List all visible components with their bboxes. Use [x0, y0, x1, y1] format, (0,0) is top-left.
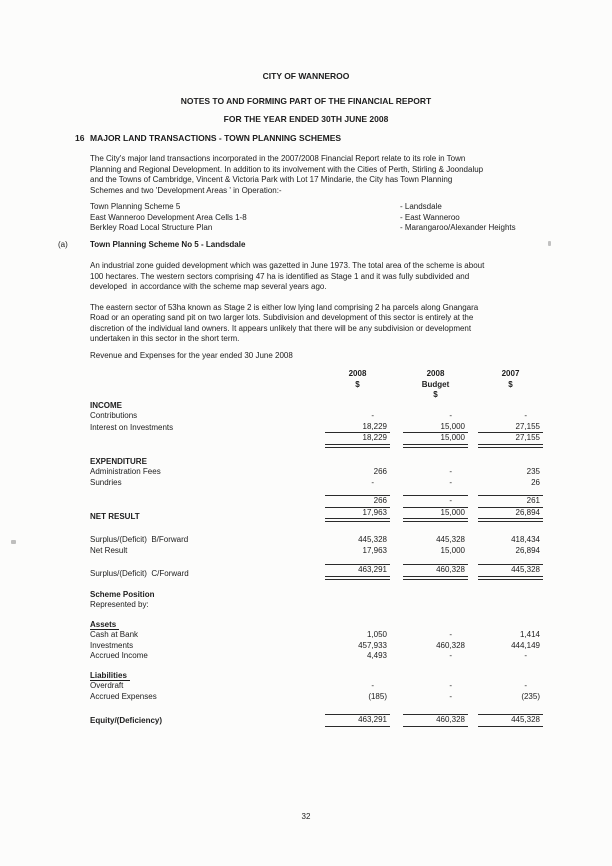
- scheme-row: [90, 213, 612, 224]
- row-label: Accrued Expenses: [90, 691, 157, 701]
- cell-2008: 266: [325, 495, 390, 508]
- row-label: Interest on Investments: [90, 422, 174, 432]
- cell-2008: 4,493: [366, 651, 387, 660]
- cell-2008: 445,328: [358, 535, 387, 544]
- cell-2007: 444,149: [511, 640, 540, 650]
- row-label: Overdraft: [90, 681, 124, 690]
- scheme-row: [90, 202, 612, 213]
- cell-budget: 15,000: [440, 545, 465, 555]
- cell-2007: 26,894: [515, 545, 540, 555]
- row-label: Contributions: [90, 411, 138, 420]
- scheme-name: East Wanneroo Development Area Cells 1-8: [90, 212, 247, 222]
- table-row-surplus-bforward: [90, 535, 612, 546]
- row-label: Accrued Income: [90, 651, 148, 660]
- scheme-location: - Marangaroo/Alexander Heights: [400, 223, 516, 232]
- section-number: 16: [75, 132, 85, 143]
- cell-budget: -: [449, 477, 452, 487]
- cell-2008: 18,229: [325, 422, 390, 434]
- paragraph-line: Road or an operating sand pit on two larger lots. Subdivision and development of this sector is entirely at the: [90, 313, 474, 322]
- table-caption: Revenue and Expenses for the year ended 30 June 2008: [90, 350, 293, 360]
- table-row-equity: [90, 714, 612, 727]
- cell-budget: 460,328: [403, 714, 468, 727]
- column-header-2008-budget: 2008 Budget $: [421, 369, 450, 399]
- cell-2007: -: [524, 411, 527, 420]
- cell-2008: 17,963: [362, 545, 387, 555]
- page-number: 32: [301, 812, 311, 821]
- scan-artifact-dot: [11, 540, 16, 544]
- table-row-income-total: [90, 433, 612, 448]
- cell-2008: 1,050: [366, 630, 387, 639]
- cell-budget: -: [449, 630, 452, 639]
- cell-2007: 418,434: [511, 535, 540, 544]
- cell-budget: 15,000: [403, 433, 468, 448]
- row-label: Net Result: [90, 545, 128, 555]
- cell-2008: 463,291: [325, 564, 390, 580]
- row-label: EXPENDITURE: [90, 456, 147, 466]
- cell-2007: 26: [531, 477, 540, 487]
- column-header-2008: 2008 $: [348, 369, 367, 389]
- doc-org-title: CITY OF WANNEROO: [262, 71, 350, 81]
- row-label: Equity/(Deficiency): [90, 716, 163, 725]
- table-row-income-header: [90, 401, 612, 412]
- subsection-paragraph-2: [90, 303, 612, 345]
- cell-budget: 15,000: [403, 422, 468, 434]
- cell-budget: 460,328: [436, 640, 465, 650]
- table-row-interest: [90, 422, 612, 434]
- cell-2007: 445,328: [478, 564, 543, 580]
- cell-2007: 445,328: [478, 714, 543, 727]
- subsection-heading: [58, 240, 612, 251]
- paragraph-line: discretion of the individual land owners. It appears unlikely that there will be any subdivision or development: [90, 323, 472, 333]
- section-heading: [75, 133, 612, 144]
- table-row-admin-fees: [90, 467, 612, 478]
- cell-budget: 15,000: [403, 508, 468, 523]
- table-row-liabilities-header: [90, 671, 612, 682]
- row-label: Sundries: [90, 477, 122, 487]
- table-row-cash-at-bank: [90, 630, 612, 641]
- scan-artifact-speck: [548, 241, 551, 246]
- subsection-title: Town Planning Scheme No 5 - Landsdale: [90, 239, 246, 249]
- table-row-net-result-2: [90, 546, 612, 557]
- cell-2007: -: [524, 681, 527, 690]
- cell-2008: (185): [368, 691, 387, 701]
- financial-table: [90, 369, 612, 727]
- table-row-scheme-position: [90, 590, 612, 601]
- scheme-row: [90, 223, 612, 234]
- doc-report-title: NOTES TO AND FORMING PART OF THE FINANCIAL REPORT: [180, 95, 432, 106]
- paragraph-line: Schemes and two 'Development Areas ' in Operation:-: [90, 185, 282, 195]
- cell-budget: 460,328: [403, 564, 468, 580]
- paragraph-line: undertaken in this sector in the short term.: [90, 334, 240, 343]
- cell-2008: 457,933: [358, 640, 387, 650]
- row-label: Surplus/(Deficit) B/Forward: [90, 535, 189, 544]
- table-header-row: [90, 369, 612, 401]
- paragraph-line: Planning and Regional Development. In addition to its involvement with the Cities of Perth, Stirling & Joondalup: [90, 164, 484, 174]
- paragraph-line: and the Towns of Cambridge, Vincent & Victoria Park with Lot 17 Mindarie, the City has Town Planning: [90, 175, 453, 184]
- table-row-represented-by: [90, 600, 612, 611]
- cell-budget: -: [449, 467, 452, 476]
- cell-2007: (235): [521, 691, 540, 701]
- cell-2007: 1,414: [519, 630, 540, 639]
- cell-2007: -: [524, 651, 527, 660]
- table-row-sundries: [90, 478, 612, 489]
- column-header-2007: 2007 $: [501, 369, 520, 389]
- cell-2007: 235: [526, 467, 540, 476]
- scheme-list: [90, 202, 612, 234]
- table-row-investments: [90, 641, 612, 652]
- row-label: INCOME: [90, 400, 122, 410]
- cell-2007: 261: [478, 495, 543, 508]
- liabilities-heading: Liabilities: [90, 671, 130, 681]
- row-label: NET RESULT: [90, 511, 140, 521]
- table-row-expenditure-total: [90, 495, 612, 508]
- row-label: Scheme Position: [90, 589, 155, 599]
- table-row-contributions: [90, 411, 612, 422]
- scheme-location: - East Wanneroo: [400, 212, 460, 222]
- subsection-label: (a): [58, 239, 68, 249]
- cell-2008: 266: [373, 467, 387, 476]
- cell-2008: 463,291: [325, 714, 390, 727]
- row-label: [90, 671, 325, 682]
- section-title: MAJOR LAND TRANSACTIONS - TOWN PLANNING SCHEMES: [90, 132, 342, 143]
- row-label: Investments: [90, 640, 134, 650]
- cell-2008: -: [371, 477, 374, 487]
- intro-paragraph: [90, 154, 612, 196]
- scheme-name: Berkley Road Local Structure Plan: [90, 223, 213, 232]
- table-row-net-result: [90, 508, 612, 523]
- row-label: Surplus/(Deficit) C/Forward: [90, 569, 189, 578]
- table-row-accrued-expenses: [90, 692, 612, 703]
- table-row-assets-header: [90, 620, 612, 631]
- cell-2008: -: [371, 681, 374, 690]
- paragraph-line: The City's major land transactions incorporated in the 2007/2008 Financial Report relate to its role in Town: [90, 154, 466, 163]
- cell-2008: 17,963: [325, 508, 390, 523]
- cell-2007: 26,894: [478, 508, 543, 523]
- table-row-surplus-cforward: [90, 564, 612, 580]
- cell-2007: 27,155: [478, 422, 543, 434]
- row-label: [90, 620, 325, 631]
- paragraph-line: developed in accordance with the scheme map several years ago.: [90, 282, 327, 291]
- paragraph-line: An industrial zone guided development which was gazetted in June 1973. The total area of the scheme is about: [90, 261, 485, 270]
- cell-budget: -: [403, 495, 468, 508]
- row-label: Represented by:: [90, 600, 149, 609]
- table-row-accrued-income: [90, 651, 612, 662]
- assets-heading: Assets: [90, 620, 119, 630]
- subsection-paragraph-1: [90, 261, 612, 293]
- row-label: Administration Fees: [90, 467, 161, 476]
- table-row-expenditure-header: [90, 457, 612, 468]
- cell-budget: -: [449, 691, 452, 701]
- cell-2008: -: [371, 411, 374, 420]
- paragraph-line: The eastern sector of 53ha known as Stage 2 is either low lying land comprising 2 ha parcels along Gnangara: [90, 302, 479, 312]
- scheme-name: Town Planning Scheme 5: [90, 202, 181, 211]
- paragraph-line: 100 hectares. The western sectors comprising 47 ha is identified as Stage 1 and it was fully subdivided and: [90, 271, 470, 281]
- cell-2008: 18,229: [325, 433, 390, 448]
- scheme-location: - Landsdale: [400, 202, 442, 211]
- cell-budget: -: [449, 651, 452, 660]
- cell-budget: 445,328: [436, 535, 465, 544]
- row-label: Cash at Bank: [90, 630, 139, 639]
- cell-budget: -: [449, 681, 452, 690]
- doc-period-title: FOR THE YEAR ENDED 30TH JUNE 2008: [223, 114, 389, 124]
- cell-2007: 27,155: [478, 433, 543, 448]
- cell-budget: -: [449, 411, 452, 420]
- table-row-overdraft: [90, 681, 612, 692]
